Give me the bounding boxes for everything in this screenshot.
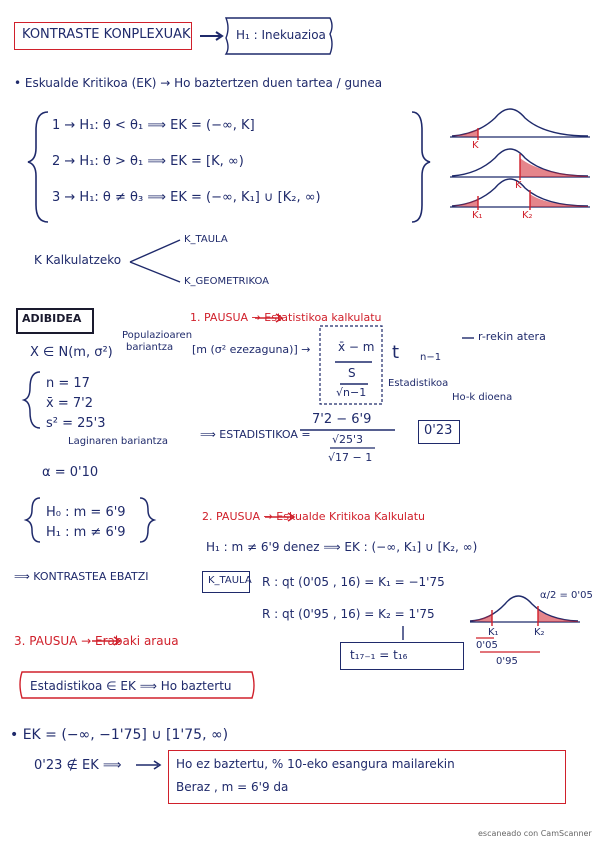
hypothesis-h1: H₁ : m ≠ 6'9 (46, 525, 126, 540)
population-note2: bariantza (126, 342, 174, 353)
population-note1: Populazioaren (122, 330, 193, 341)
case-2: 2 → H₁: θ > θ₁ ⟹ EK = [K, ∞) (52, 154, 244, 169)
step2-r1: R : qt (0'05 , 16) = K₁ = −1'75 (262, 575, 445, 589)
curve-k1: K₁ (488, 627, 499, 638)
estad-line: ⟹ ESTADISTIKOA = (200, 428, 311, 441)
sample-n: n = 17 (46, 376, 90, 391)
step1-num: x̄ − m (338, 340, 375, 354)
step1-title: 1. PAUSUA → Estatistikoa kalkulatu (190, 311, 382, 324)
case-1: 1 → H₁: θ < θ₁ ⟹ EK = (−∞, K] (52, 118, 255, 133)
curve2-k: K (515, 180, 522, 191)
sample-mean: x̄ = 7'2 (46, 396, 93, 411)
t-box-label: t₁₇₋₁ = t₁₆ (350, 648, 408, 662)
ek-final: • EK = (−∞, −1'75] ∪ [1'75, ∞) (10, 727, 229, 743)
scanner-watermark: escaneado con CamScanner (478, 829, 592, 838)
k-calc-label: K Kalkulatzeko (34, 253, 122, 267)
k-calc-opt2: K_GEOMETRIKOA (184, 276, 269, 287)
step1-den2: √n−1 (336, 386, 367, 399)
s2-note: Laginaren bariantza (68, 436, 168, 447)
curve3-k1: K₁ (472, 210, 483, 221)
step2-r2: R : qt (0'95 , 16) = K₂ = 1'75 (262, 607, 435, 621)
calc-num: 7'2 − 6'9 (312, 412, 372, 427)
alpha: α = 0'10 (42, 465, 99, 480)
case-3: 3 → H₁: θ ≠ θ₃ ⟹ EK = (−∞, K₁] ∪ [K₂, ∞) (52, 190, 321, 205)
contrast-label: ⟹ KONTRASTEA EBATZI (14, 570, 149, 583)
step1-ho-k: Ho-k dioena (452, 392, 513, 403)
alpha-half: α/2 = 0'05 (540, 590, 593, 601)
curve-k2: K₂ (534, 627, 545, 638)
step2-line1: H₁ : m ≠ 6'9 denez ⟹ EK : (−∞, K₁] ∪ [K₂, ∞) (206, 540, 478, 554)
step3-rule: Estadistikoa ∈ EK ⟹ Ho baztertu (30, 679, 232, 693)
conclusion-line2: Beraz , m = 6'9 da (176, 780, 289, 794)
curve-right-tail (450, 149, 590, 180)
step1-t-sub: n−1 (420, 352, 442, 363)
sample-variance: s² = 25'3 (46, 416, 106, 431)
p-095: 0'95 (496, 656, 518, 667)
population: X ∈ N(m, σ²) (30, 345, 113, 360)
conclusion-line1: Ho ez baztertu, % 10-eko esangura mailarekin (176, 757, 455, 771)
decision: 0'23 ∉ EK ⟹ (34, 758, 122, 773)
adibidea-badge: ADIBIDEA (22, 312, 82, 325)
step1-rfr: r-rekin atera (478, 330, 546, 343)
h1-note: H₁ : Inekuazioa (236, 28, 326, 42)
calc-den2: √17 − 1 (328, 451, 373, 464)
step1-t: t (392, 342, 400, 363)
ek-title: • Eskualde Kritikoa (EK) → Ho baztertzen duen tartea / gunea (14, 76, 383, 90)
step1-estad: Estadistikoa (388, 378, 449, 389)
result-value: 0'23 (424, 423, 453, 438)
curve1-k: K (472, 140, 479, 151)
step3-title: 3. PAUSUA → Erabaki araua (14, 634, 179, 648)
step2-title: 2. PAUSUA → Eskualde Kritikoa Kalkulatu (202, 510, 426, 523)
curve-left-tail (450, 109, 590, 140)
p-005: 0'05 (476, 640, 498, 651)
step1-model: [m (σ² ezezaguna)] → (192, 343, 311, 356)
page-title: KONTRASTE KONPLEXUAK (22, 27, 191, 42)
hypothesis-h0: H₀ : m = 6'9 (46, 505, 126, 520)
k-calc-opt1: K_TAULA (184, 234, 228, 245)
curve3-k2: K₂ (522, 210, 533, 221)
step1-den: S (348, 366, 356, 380)
ktaula-label: K_TAULA (208, 575, 252, 586)
calc-den1: √25'3 (332, 433, 364, 446)
